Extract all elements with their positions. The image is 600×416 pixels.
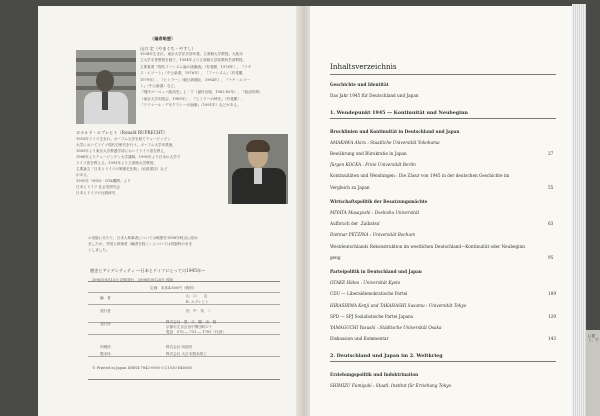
colophon-dates: 1995年9月15日 初版発行 1998年9月25日 再版: [92, 278, 174, 282]
publisher-label: 発行者: [100, 309, 111, 313]
toc-entry: YAMAGUCHI Yasushi : Städtische Universität Osaka: [330, 325, 442, 330]
toc-page-number: 129: [548, 313, 556, 319]
toc-entry: 1. Wendepunkt 1945 ― Kontinuität und Neubeginn: [330, 110, 468, 117]
bio2-line: 日本とドイツの比較研究: [76, 191, 116, 195]
toc-entry: OTAKE Hideo : Universität Kyoto: [330, 280, 401, 286]
heading-rule: [330, 74, 556, 75]
edge-strip: [586, 330, 600, 416]
toc-page-number: 63: [548, 221, 554, 227]
toc-entry: Aufbruch der ‚Zaibatsu': [330, 221, 381, 227]
bio1-line: 『現代ヨーロッパ政治史』上・下（福村出版，1982-83年），『政治体制',: [140, 90, 262, 95]
toc-entry: Bewährung und Bürokratie in Japan: [330, 151, 407, 156]
toc-entry: Das Jahr 1945 für Deutschland und Japan: [330, 93, 419, 99]
bio1-line: （東京大学出版会，1989年），『ヒトラーの時代』（有斐閣），: [140, 96, 245, 101]
bind-label: 製本所: [100, 352, 111, 356]
section-rule: [330, 118, 556, 119]
bio1-line: 1979年），『ヒトラー』（朝日新聞社，1984年），『ナチ・エリー: [140, 77, 250, 82]
bio1-line: 1934年生まれ。東京大学法学部卒業。立命館大学教授。大阪市: [140, 52, 243, 56]
toc-entry: HIRASHIMA Kenji und TAKAHASHI Susumu : Universität Tokyo: [330, 302, 467, 308]
edge-text: に従く、で: [588, 334, 599, 343]
bio2-line: 1991年「NGO・OTA機関」より: [76, 179, 131, 183]
toc-entry: Diskussion und Kommentar: [330, 336, 389, 342]
toc-entry: Dietmar PETZINA : Universität Bochum: [330, 232, 416, 238]
toc-page-number: 55: [548, 184, 554, 190]
bio2-line: 1953年ドイツ生まれ。ボーフム大学を経てテュービンゲン: [76, 137, 171, 141]
print-label: 印刷所: [100, 345, 111, 349]
bio1-line: ト』（中公新書）など。: [140, 84, 178, 88]
toc-page-number: 95: [548, 254, 554, 260]
bio2-line: ドイツ語を教える。1993年より立命館大学教授。: [76, 161, 157, 165]
editors-label: 編 者: [100, 296, 111, 300]
bio1-line: 立大学名誉教授を経て，1994年より立命館大学政策科学部教授。: [140, 58, 247, 63]
bio2-line: 1988年よりテュービンゲン大学講師，1990年より日本の大学で: [76, 155, 181, 159]
bio2-line: 主要論文「日本とドイツの戦後史比較」（岩波書店）など: [76, 167, 168, 171]
toc-entry: SHIMIZU Fumiyuki : Staatl. Institut für Erziehung Tokyo: [330, 382, 452, 388]
bio2-line: 日本とドイツ 社会史研究会: [76, 185, 121, 189]
publisher-name: 田 中 英 二: [186, 309, 212, 313]
notice-line: ましたが，外国人執筆者（編者を除く）については初版時のまま: [88, 242, 193, 246]
section-rule: [330, 361, 556, 362]
house-phone: 電話 075 ― 751 ― 1781（代表）: [166, 330, 226, 334]
bind-house: 株式会社 大日本製本紙工: [166, 352, 207, 356]
toc-entry: AMAKAWA Akira : Staatliche Universität Yokohama: [330, 139, 440, 145]
toc-entry: Jürgen KOCKA : Freie Universität Berlin: [330, 162, 416, 168]
toc-entry: MIYATA Masayoshi : Doshisha Universität: [330, 210, 420, 215]
toc-entry: Parteipolitik in Deutschland und Japan: [330, 269, 422, 274]
house-label: 発行所: [100, 322, 111, 326]
bio1-line: 主要著書『現代ファシズム論の諸潮流』（有斐閣，1976年），『ナチ: [140, 64, 252, 69]
toc-entry: Geschichte und Identität: [330, 82, 389, 87]
toc-entry: Kontinuitäten und Wendungen : Die Zäsur von 1945 in der deutschen Geschichte im: [330, 173, 510, 179]
bio1-line: ス・エリート』（中公新書，1976年），『ファシズム』（有斐閣，: [140, 71, 246, 76]
toc-page-number: 27: [548, 151, 554, 156]
toc-entry: SPD ― SPJ Sozialistische Partei Japans: [330, 313, 414, 319]
toc-entry: Wirtschaftspolitik der Besatzungsmächte: [330, 198, 428, 204]
toc-entry: 2. Deutschland und Japan im 2. Weltkrieg: [330, 353, 443, 360]
bio2-line: がある。: [76, 173, 91, 177]
bio2-line: 大学においてドイツ現代史研究を行う。ボーフム大学卒業後，: [76, 143, 176, 147]
colophon-price: 定価：本体4,600円（税別）: [150, 286, 197, 290]
house-name: 株式会社 思 文 閣 出 版: [166, 320, 217, 324]
print-house: 株式会社 同朋舎: [166, 345, 193, 349]
editor2-name: ロナルド・ルプレヒト（Ronald RUPRECHT）: [76, 130, 168, 135]
toc-entry: Westdeutschlands Rekonstruktion im westlichen Deutschland―Kontinuität oder Neubeginn: [330, 243, 525, 249]
editor-header: 〈編者略歴〉: [150, 36, 176, 41]
notice-line: としました。: [88, 248, 110, 252]
editor2-photo: [228, 134, 288, 204]
bio2-line: 1983年より東京大学教養学部においてドイツ語を教え，: [76, 149, 168, 153]
notice-line: ＊再版にあたり，日本人執筆者については略歴を1998年時点に改め: [88, 236, 198, 240]
toc-entry: Bruchlinien und Kontinuität in Deutschland und Japan: [330, 128, 460, 134]
toc-page-number: 109: [548, 291, 556, 297]
toc-heading: Inhaltsverzeichnis: [330, 62, 397, 71]
toc-entry: CDU ― Liberaldemokratische Partei: [330, 291, 408, 297]
page-edge: [572, 4, 586, 416]
editor1-name: 山口 定（やまぐち・やすし）: [140, 46, 196, 51]
toc-page-number: 143: [548, 336, 556, 342]
editor-a: 山 口 定: [186, 294, 208, 298]
house-address: 京都市左京区田中関田町2-7: [166, 325, 212, 329]
toc-entry: Vergleich zu Japan: [330, 184, 370, 190]
editor-b: R. ルプレヒト: [186, 300, 209, 304]
colophon-title: 歴史とアイデンティティ ―日本とドイツにとっての1945年―: [90, 268, 206, 273]
bio1-line: 『ワイマール・デモクラシーの崩壊』（1991年）などがある。: [140, 103, 241, 108]
editor1-photo: [76, 50, 136, 124]
colophon-footer: © Printed in Japan ISBN4-7842-0900-3 C1030 ¥4600E: [92, 366, 192, 370]
toc-entry: geng: [330, 254, 341, 260]
toc-entry: Erziehungspolitik und Indoktrination: [330, 371, 419, 377]
